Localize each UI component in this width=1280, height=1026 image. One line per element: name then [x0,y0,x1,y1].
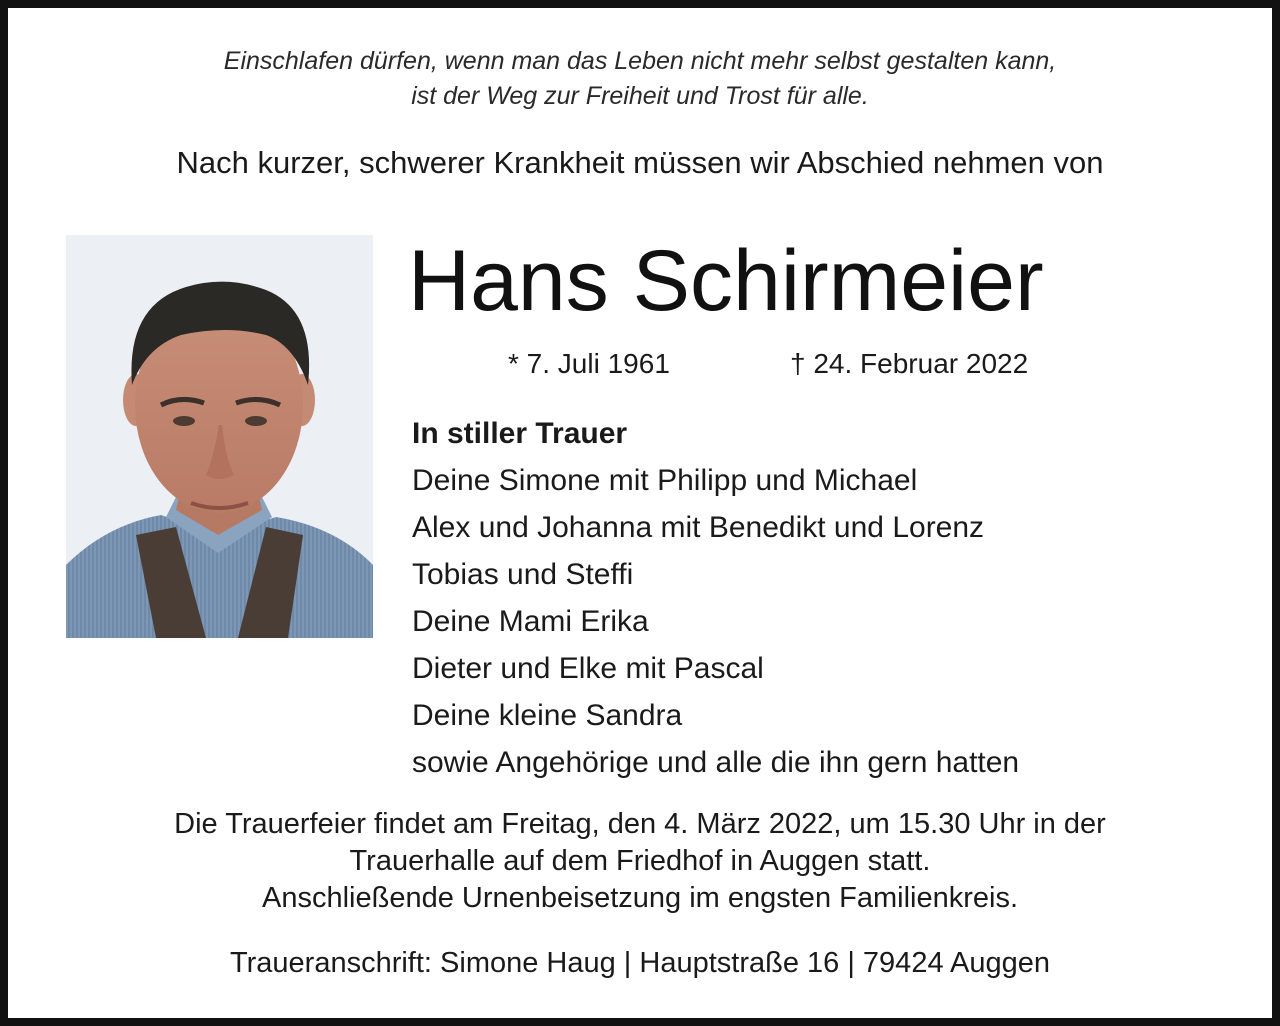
mourners-heading: In stiller Trauer [412,417,628,450]
birth-date: * 7. Juli 1961 [508,348,670,379]
mourners-list [412,410,1019,786]
poem [0,44,1280,114]
deceased-name: Hans Schirmeier [408,233,1044,329]
mourner-line: Deine Mami Erika [412,605,649,638]
portrait-photo [66,235,373,638]
poem-line-1: Einschlafen dürfen, wenn man das Leben nicht mehr selbst gestalten kann, [223,47,1057,75]
ceremony-info [0,806,1280,917]
intro-text: Nach kurzer, schwerer Krankheit müssen wir Abschied nehmen von [176,145,1104,180]
mourner-line: Alex und Johanna mit Benedikt und Lorenz [412,511,985,544]
ceremony-line-2: Trauerhalle auf dem Friedhof in Auggen statt. [349,845,931,877]
ceremony-line-3: Anschließende Urnenbeisetzung im engsten Familienkreis. [262,882,1018,914]
mourning-address: Traueranschrift: Simone Haug | Hauptstraße 16 | 79424 Auggen [229,947,1051,979]
mourner-line: sowie Angehörige und alle die ihn gern hatten [412,746,1020,779]
poem-line-2: ist der Weg zur Freiheit und Trost für alle. [411,82,869,110]
mourner-line: Dieter und Elke mit Pascal [412,652,764,685]
death-date: † 24. Februar 2022 [790,348,1029,379]
mourner-line: Deine Simone mit Philipp und Michael [412,464,918,497]
mourner-line: Deine kleine Sandra [412,699,683,732]
mourner-line: Tobias und Steffi [412,558,634,591]
ceremony-line-1: Die Trauerfeier findet am Freitag, den 4. März 2022, um 15.30 Uhr in der [174,808,1106,840]
